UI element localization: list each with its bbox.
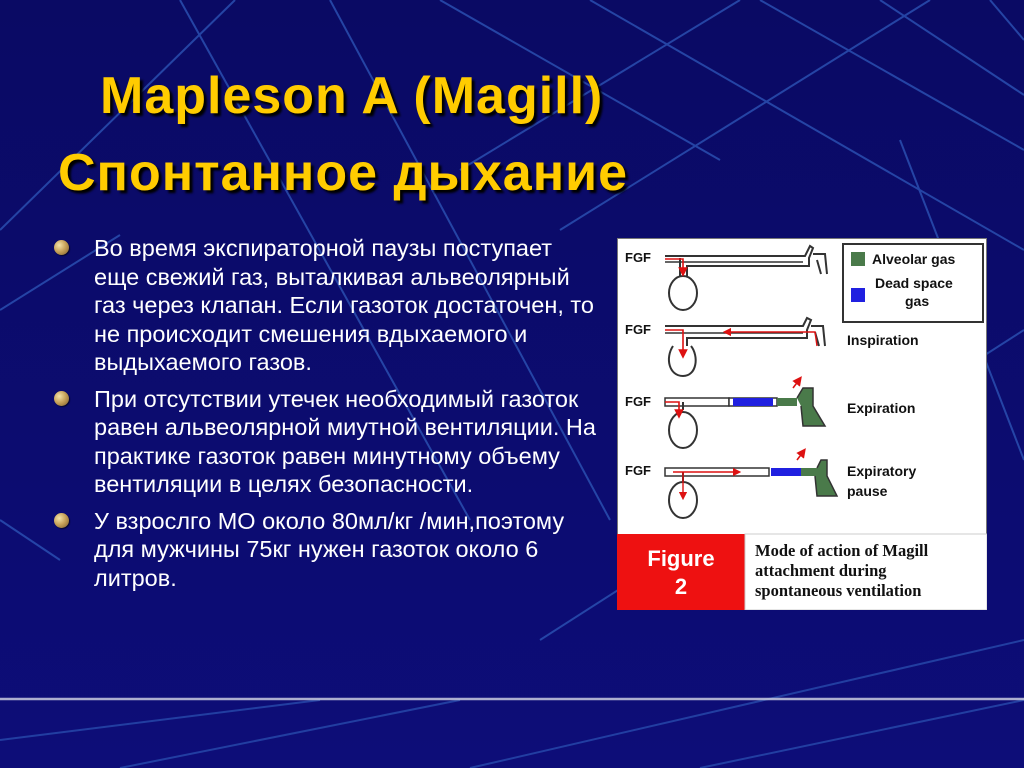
bullet-text: У взрослго МО около 80мл/кг /мин,поэтому для мужчины 75кг нужен газоток около 6 литров. xyxy=(94,507,565,591)
slide-title-line2: Спонтанное дыхание xyxy=(58,144,629,202)
slide-title-line1: Mapleson A (Magill) xyxy=(100,67,604,125)
fgf-label: FGF xyxy=(625,463,651,478)
bullet-icon xyxy=(54,391,69,406)
alveolar-gas-swatch xyxy=(851,252,865,266)
stage-label-pause: pause xyxy=(847,483,888,499)
caption-line3: spontaneous ventilation xyxy=(755,581,922,600)
dead-space-swatch xyxy=(851,288,865,302)
bullet-icon xyxy=(54,240,69,255)
magill-figure xyxy=(617,238,987,610)
fgf-label: FGF xyxy=(625,322,651,337)
stage-label-expiration: Expiration xyxy=(847,400,916,416)
bullet-icon xyxy=(54,513,69,528)
caption-line1: Mode of action of Magill xyxy=(755,541,929,560)
stage-label-expiratory: Expiratory xyxy=(847,463,917,479)
bullet-item xyxy=(52,234,600,377)
legend-alveolar: Alveolar gas xyxy=(872,251,956,267)
figure-badge-line1: Figure xyxy=(647,546,715,571)
figure-badge-line2: 2 xyxy=(674,574,688,599)
bullet-item xyxy=(52,507,600,593)
bullet-list xyxy=(52,234,600,600)
bullet-item xyxy=(52,385,600,499)
fgf-label: FGF xyxy=(625,250,651,265)
fgf-label: FGF xyxy=(625,394,651,409)
legend-dead-space-line2: gas xyxy=(905,293,930,309)
stage-label-inspiration: Inspiration xyxy=(847,332,919,348)
bullet-text: Во время экспираторной паузы поступает еще свежий газ, выталкивая альвеолярный газ через клапан. Если газоток достаточен, то не происходит смешения вдыхаемого и выдыхаемого газов. xyxy=(94,235,594,375)
bullet-text: При отсутствии утечек необходимый газоток равен альвеолярной миутной вентиляции. На практике газоток равен минутному объему вентиляции в целях безопасности. xyxy=(94,385,596,497)
legend-dead-space-line1: Dead space xyxy=(875,275,953,291)
caption-line2: attachment during xyxy=(755,561,887,580)
